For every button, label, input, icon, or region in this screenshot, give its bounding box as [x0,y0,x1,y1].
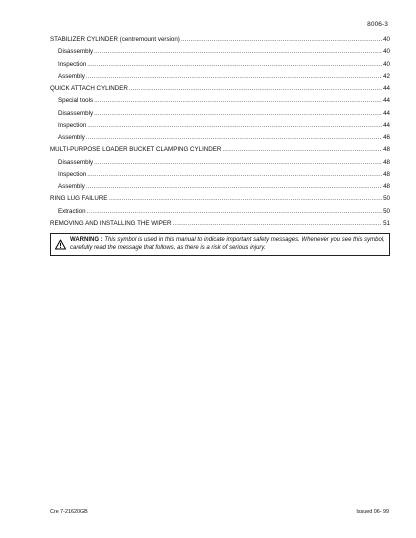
page-number: 8006-3 [367,21,388,28]
toc-entry-title: Special tools [58,97,94,105]
toc-entry [50,83,390,95]
toc-entry-page: 46 [383,134,390,141]
toc-entry [50,144,390,156]
toc-entry-page: 44 [383,97,390,105]
toc-entry [50,120,390,132]
toc-entry-title: Disassembly [58,158,94,166]
toc-entry-page: 48 [383,146,390,154]
footer-document-code: Cre 7-21620GB [50,509,88,515]
toc-dot-leader [108,193,382,205]
toc-entry-page: 50 [383,195,390,203]
toc-entry-title: MULTI-PURPOSE LOADER BUCKET CLAMPING CYLINDER [50,146,222,154]
toc-entry-title: Inspection [58,170,87,178]
toc-entry-title: Extraction [58,207,86,215]
toc-dot-leader [181,34,382,46]
toc-entry-page: 50 [383,207,390,215]
toc-entry-title: Disassembly [58,48,94,56]
toc-entry-title: QUICK ATTACH CYLINDER [50,85,128,92]
warning-text [70,237,386,252]
warning-title: WARNING : [70,237,103,243]
toc-entry [50,132,390,144]
toc-dot-leader [222,144,382,156]
toc-entry-page: 48 [383,183,390,190]
toc-entry-page: 44 [383,109,390,117]
toc-entry-title: Assembly [58,183,85,190]
toc-dot-leader [94,108,382,120]
toc-entry [50,157,390,169]
toc-entry-page: 51 [383,219,390,227]
toc-entry-title: Inspection [58,60,87,68]
toc-dot-leader [86,71,382,83]
toc-dot-leader [87,120,382,132]
toc-entry-page: 42 [383,72,390,80]
toc-entry [50,193,390,205]
toc-entry [50,218,390,230]
toc-entry-title: Assembly [58,134,85,141]
toc-entry-title: RING LUG FAILURE [50,195,108,203]
toc-entry-page: 40 [383,36,390,43]
toc-entry [50,46,390,58]
toc-entry [50,71,390,83]
toc-entry-page: 40 [383,60,390,68]
toc-dot-leader [94,95,382,107]
toc-entry [50,108,390,120]
toc-entry-title: REMOVING AND INSTALLING THE WIPER [50,219,172,227]
toc-dot-leader [86,132,382,144]
toc-entry [50,59,390,71]
toc-dot-leader [87,206,383,218]
toc-dot-leader [94,46,382,58]
warning-message: This symbol is used in this manual to indicate important safety messages. Whenever you see this symbol, carefully read the message that follows, as there is a risk of serious injury. [70,237,385,251]
warning-box [50,233,390,256]
toc-entry [50,206,390,218]
toc-dot-leader [86,181,382,193]
toc-dot-leader [87,169,382,181]
toc-entry [50,34,390,46]
toc-entry-page: 44 [383,121,390,129]
toc-entry-title: STABILIZER CYLINDER (centremount version) [50,36,180,43]
toc-entry [50,181,390,193]
toc-entry [50,95,390,107]
toc-entry-page: 44 [383,85,390,92]
toc-entry-page: 48 [383,170,390,178]
toc-entry-page: 40 [383,48,390,56]
toc-dot-leader [129,83,382,95]
warning-triangle-icon [55,239,66,250]
toc-entry-title: Inspection [58,121,87,129]
toc-dot-leader [87,59,382,71]
footer-issue-date: Issued 06- 99 [356,509,389,515]
toc-entry-title: Disassembly [58,109,94,117]
toc-entry-title: Assembly [58,72,85,80]
table-of-contents [50,34,390,230]
toc-dot-leader [172,218,382,230]
toc-entry-page: 48 [383,158,390,166]
toc-dot-leader [94,157,382,169]
toc-entry [50,169,390,181]
